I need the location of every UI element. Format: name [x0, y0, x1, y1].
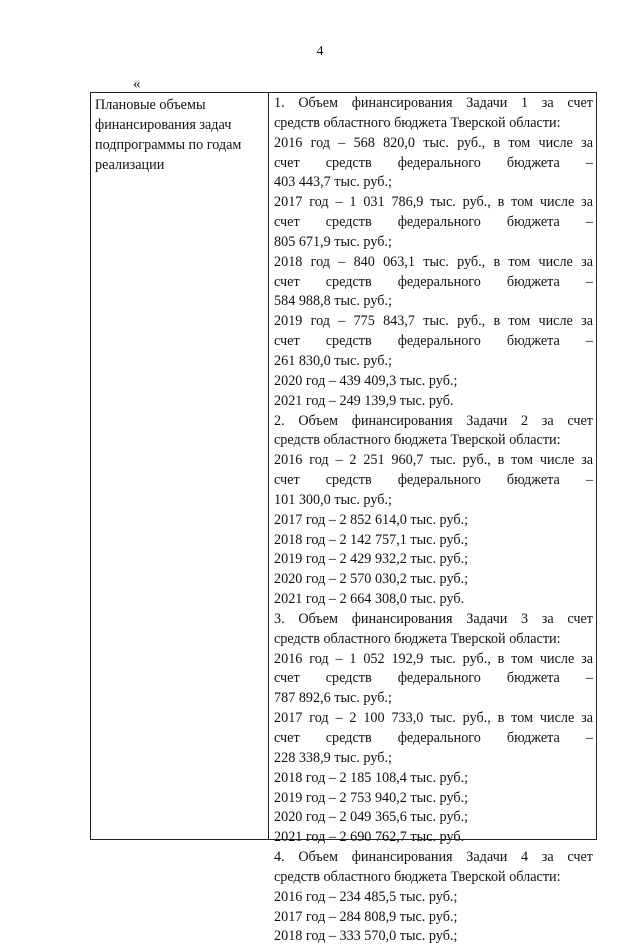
- funding-text-line: 3. Объем финансирования Задачи 3 за счет: [274, 610, 593, 627]
- funding-text-line: 2020 год – 2 570 030,2 тыс. руб.;: [274, 571, 469, 588]
- funding-text-line: счет средств федерального бюджета –: [274, 730, 593, 746]
- funding-text-line: 2016 год – 1 052 192,9 тыс. руб., в том числе за: [274, 650, 593, 667]
- funding-text-line: 2017 год – 2 100 733,0 тыс. руб., в том числе за: [274, 710, 593, 727]
- funding-text-line: 2018 год – 333 570,0 тыс. руб.;: [274, 928, 458, 945]
- funding-text-line: счет средств федерального бюджета –: [274, 154, 593, 171]
- funding-table: [90, 92, 597, 945]
- funding-text-line: 2. Объем финансирования Задачи 2 за счет: [274, 412, 593, 429]
- funding-text-line: 2019 год – 2 753 940,2 тыс. руб.;: [274, 789, 469, 806]
- funding-text-line: 2017 год – 2 852 614,0 тыс. руб.;: [274, 511, 469, 528]
- funding-text-line: средств областного бюджета Тверской области:: [274, 432, 561, 449]
- funding-text-line: 2018 год – 840 063,1 тыс. руб., в том числе за: [274, 253, 593, 270]
- funding-text-line: средств областного бюджета Тверской области:: [274, 868, 561, 885]
- funding-text-line: 2019 год – 2 429 932,2 тыс. руб.;: [274, 551, 469, 568]
- funding-text-line: 2017 год – 1 031 786,9 тыс. руб., в том числе за: [274, 194, 593, 211]
- funding-text-line: счет средств федерального бюджета –: [274, 273, 593, 290]
- funding-text-line: 2017 год – 284 808,9 тыс. руб.;: [274, 908, 458, 925]
- funding-text-line: 403 443,7 тыс. руб.;: [274, 174, 392, 191]
- funding-text-line: 4. Объем финансирования Задачи 4 за счет: [274, 849, 593, 866]
- label-line: финансирования задач: [95, 116, 232, 133]
- funding-text-line: 2016 год – 568 820,0 тыс. руб., в том числе за: [274, 134, 593, 151]
- funding-text-line: 787 892,6 тыс. руб.;: [274, 690, 392, 707]
- funding-text-line: 1. Объем финансирования Задачи 1 за счет: [274, 95, 593, 111]
- funding-text-line: счет средств федерального бюджета –: [274, 472, 593, 489]
- funding-text-line: 2016 год – 2 251 960,7 тыс. руб., в том числе за: [274, 452, 593, 469]
- table-label-cell: [95, 95, 265, 174]
- funding-text-line: счет средств федерального бюджета –: [274, 333, 593, 350]
- funding-text-line: средств областного бюджета Тверской области:: [274, 630, 561, 647]
- funding-text-line: 2021 год – 2 690 762,7 тыс. руб.: [274, 829, 465, 846]
- label-line: Плановые объемы: [95, 97, 206, 113]
- page-number: 4: [316, 44, 324, 59]
- funding-text-line: средств областного бюджета Тверской области:: [274, 114, 561, 131]
- funding-text-line: 261 830,0 тыс. руб.;: [274, 352, 392, 369]
- funding-text-line: счет средств федерального бюджета –: [274, 670, 593, 687]
- funding-text-line: 101 300,0 тыс. руб.;: [274, 491, 392, 508]
- funding-text-line: 2019 год – 775 843,7 тыс. руб., в том числе за: [274, 313, 593, 330]
- funding-text-line: 584 988,8 тыс. руб.;: [274, 293, 392, 310]
- opening-quote-mark: «: [133, 76, 141, 92]
- funding-text-line: 2018 год – 2 185 108,4 тыс. руб.;: [274, 769, 469, 786]
- label-line: реализации: [95, 156, 165, 173]
- funding-text-line: 228 338,9 тыс. руб.;: [274, 749, 392, 766]
- funding-text-line: счет средств федерального бюджета –: [274, 214, 593, 231]
- label-line: подпрограммы по годам: [95, 136, 242, 153]
- column-divider: [268, 93, 269, 839]
- funding-text-line: 805 671,9 тыс. руб.;: [274, 233, 392, 250]
- table-value-cell: [274, 94, 593, 947]
- funding-text-line: 2021 год – 249 139,9 тыс. руб.: [274, 392, 454, 409]
- funding-text-line: 2021 год – 2 664 308,0 тыс. руб.: [274, 591, 465, 608]
- funding-text-line: 2016 год – 234 485,5 тыс. руб.;: [274, 888, 458, 905]
- funding-text-line: 2020 год – 2 049 365,6 тыс. руб.;: [274, 809, 469, 826]
- funding-text-line: 2018 год – 2 142 757,1 тыс. руб.;: [274, 531, 469, 548]
- funding-text-line: 2020 год – 439 409,3 тыс. руб.;: [274, 372, 458, 389]
